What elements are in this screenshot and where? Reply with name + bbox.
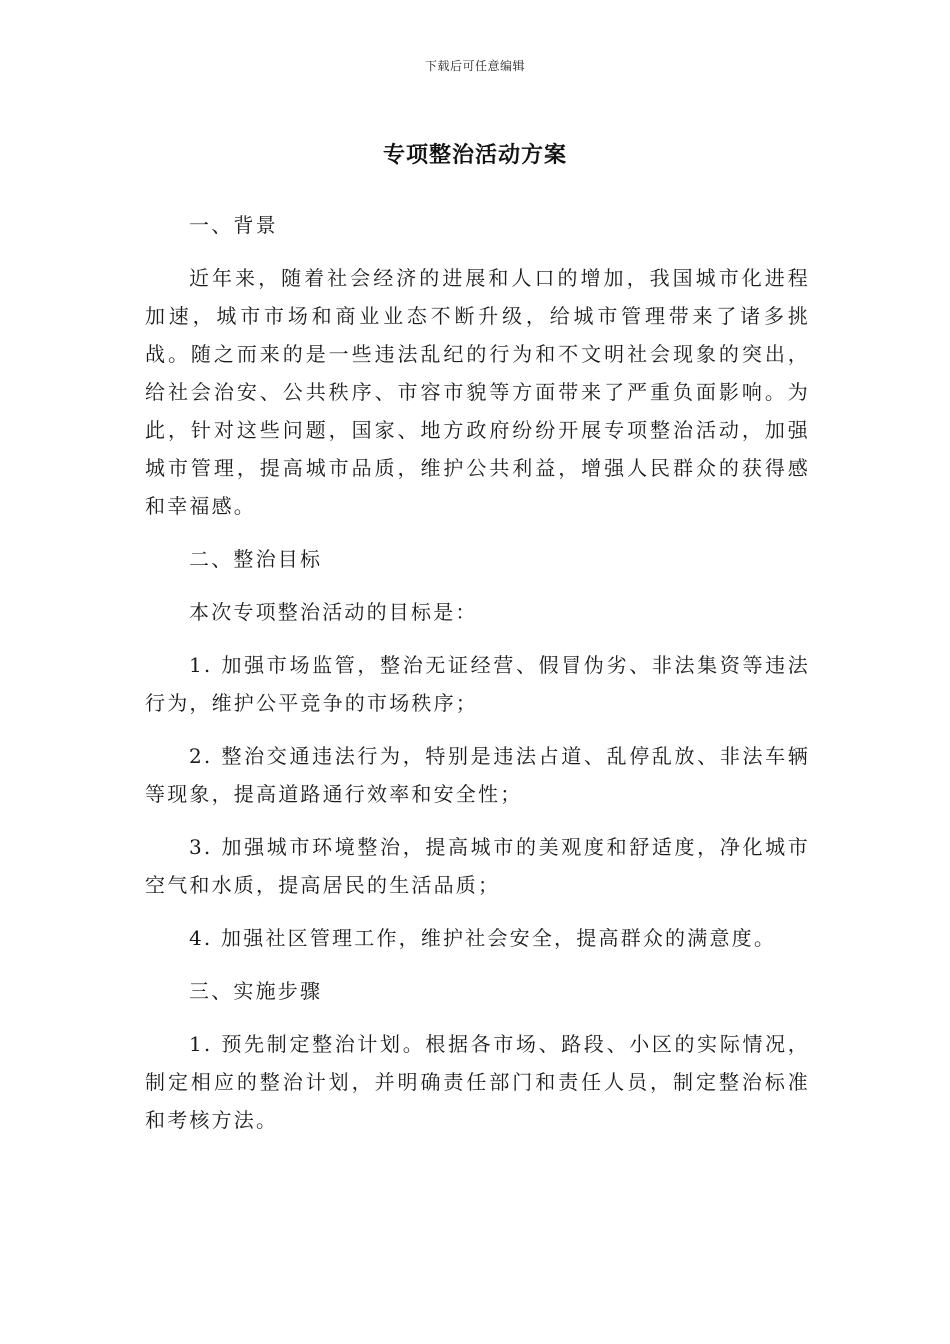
list-item-goal-1: 1. 加强市场监管，整治无证经营、假冒伪劣、非法集资等违法行为，维护公平竞争的市场秩序； — [145, 653, 810, 715]
paragraph-goals-intro: 本次专项整治活动的目标是： — [189, 600, 478, 624]
section-heading-background: 一、背景 — [189, 213, 278, 237]
document-body — [145, 206, 810, 1154]
header-note: 下载后可任意编辑 — [424, 59, 525, 73]
section-heading-goals: 二、整治目标 — [189, 547, 323, 571]
section-heading-steps: 三、实施步骤 — [189, 979, 323, 1003]
list-item-goal-2: 2. 整治交通违法行为，特别是违法占道、乱停乱放、非法车辆等现象，提高道路通行效率和安全性； — [145, 744, 810, 806]
list-item-step-1: 1. 预先制定整治计划。根据各市场、路段、小区的实际情况，制定相应的整治计划，并明确责任部门和责任人员，制定整治标准和考核方法。 — [145, 1032, 810, 1132]
document-title: 专项整治活动方案 — [382, 143, 567, 168]
paragraph-background: 近年来，随着社会经济的进展和人口的增加，我国城市化进程加速，城市市场和商业业态不断升级，给城市管理带来了诸多挑战。随之而来的是一些违法乱纪的行为和不文明社会现象的突出，给社会治安、公共秩序、市容市貌等方面带来了严重负面影响。为此，针对这些问题，国家、地方政府纷纷开展专项整治活动，加强城市管理，提高城市品质，维护公共利益，增强人民群众的获得感和幸福感。 — [145, 266, 810, 518]
list-item-goal-3: 3. 加强城市环境整治，提高城市的美观度和舒适度，净化城市空气和水质，提高居民的生活品质； — [145, 835, 810, 897]
list-item-goal-4: 4. 加强社区管理工作，维护社会安全，提高群众的满意度。 — [189, 926, 777, 950]
